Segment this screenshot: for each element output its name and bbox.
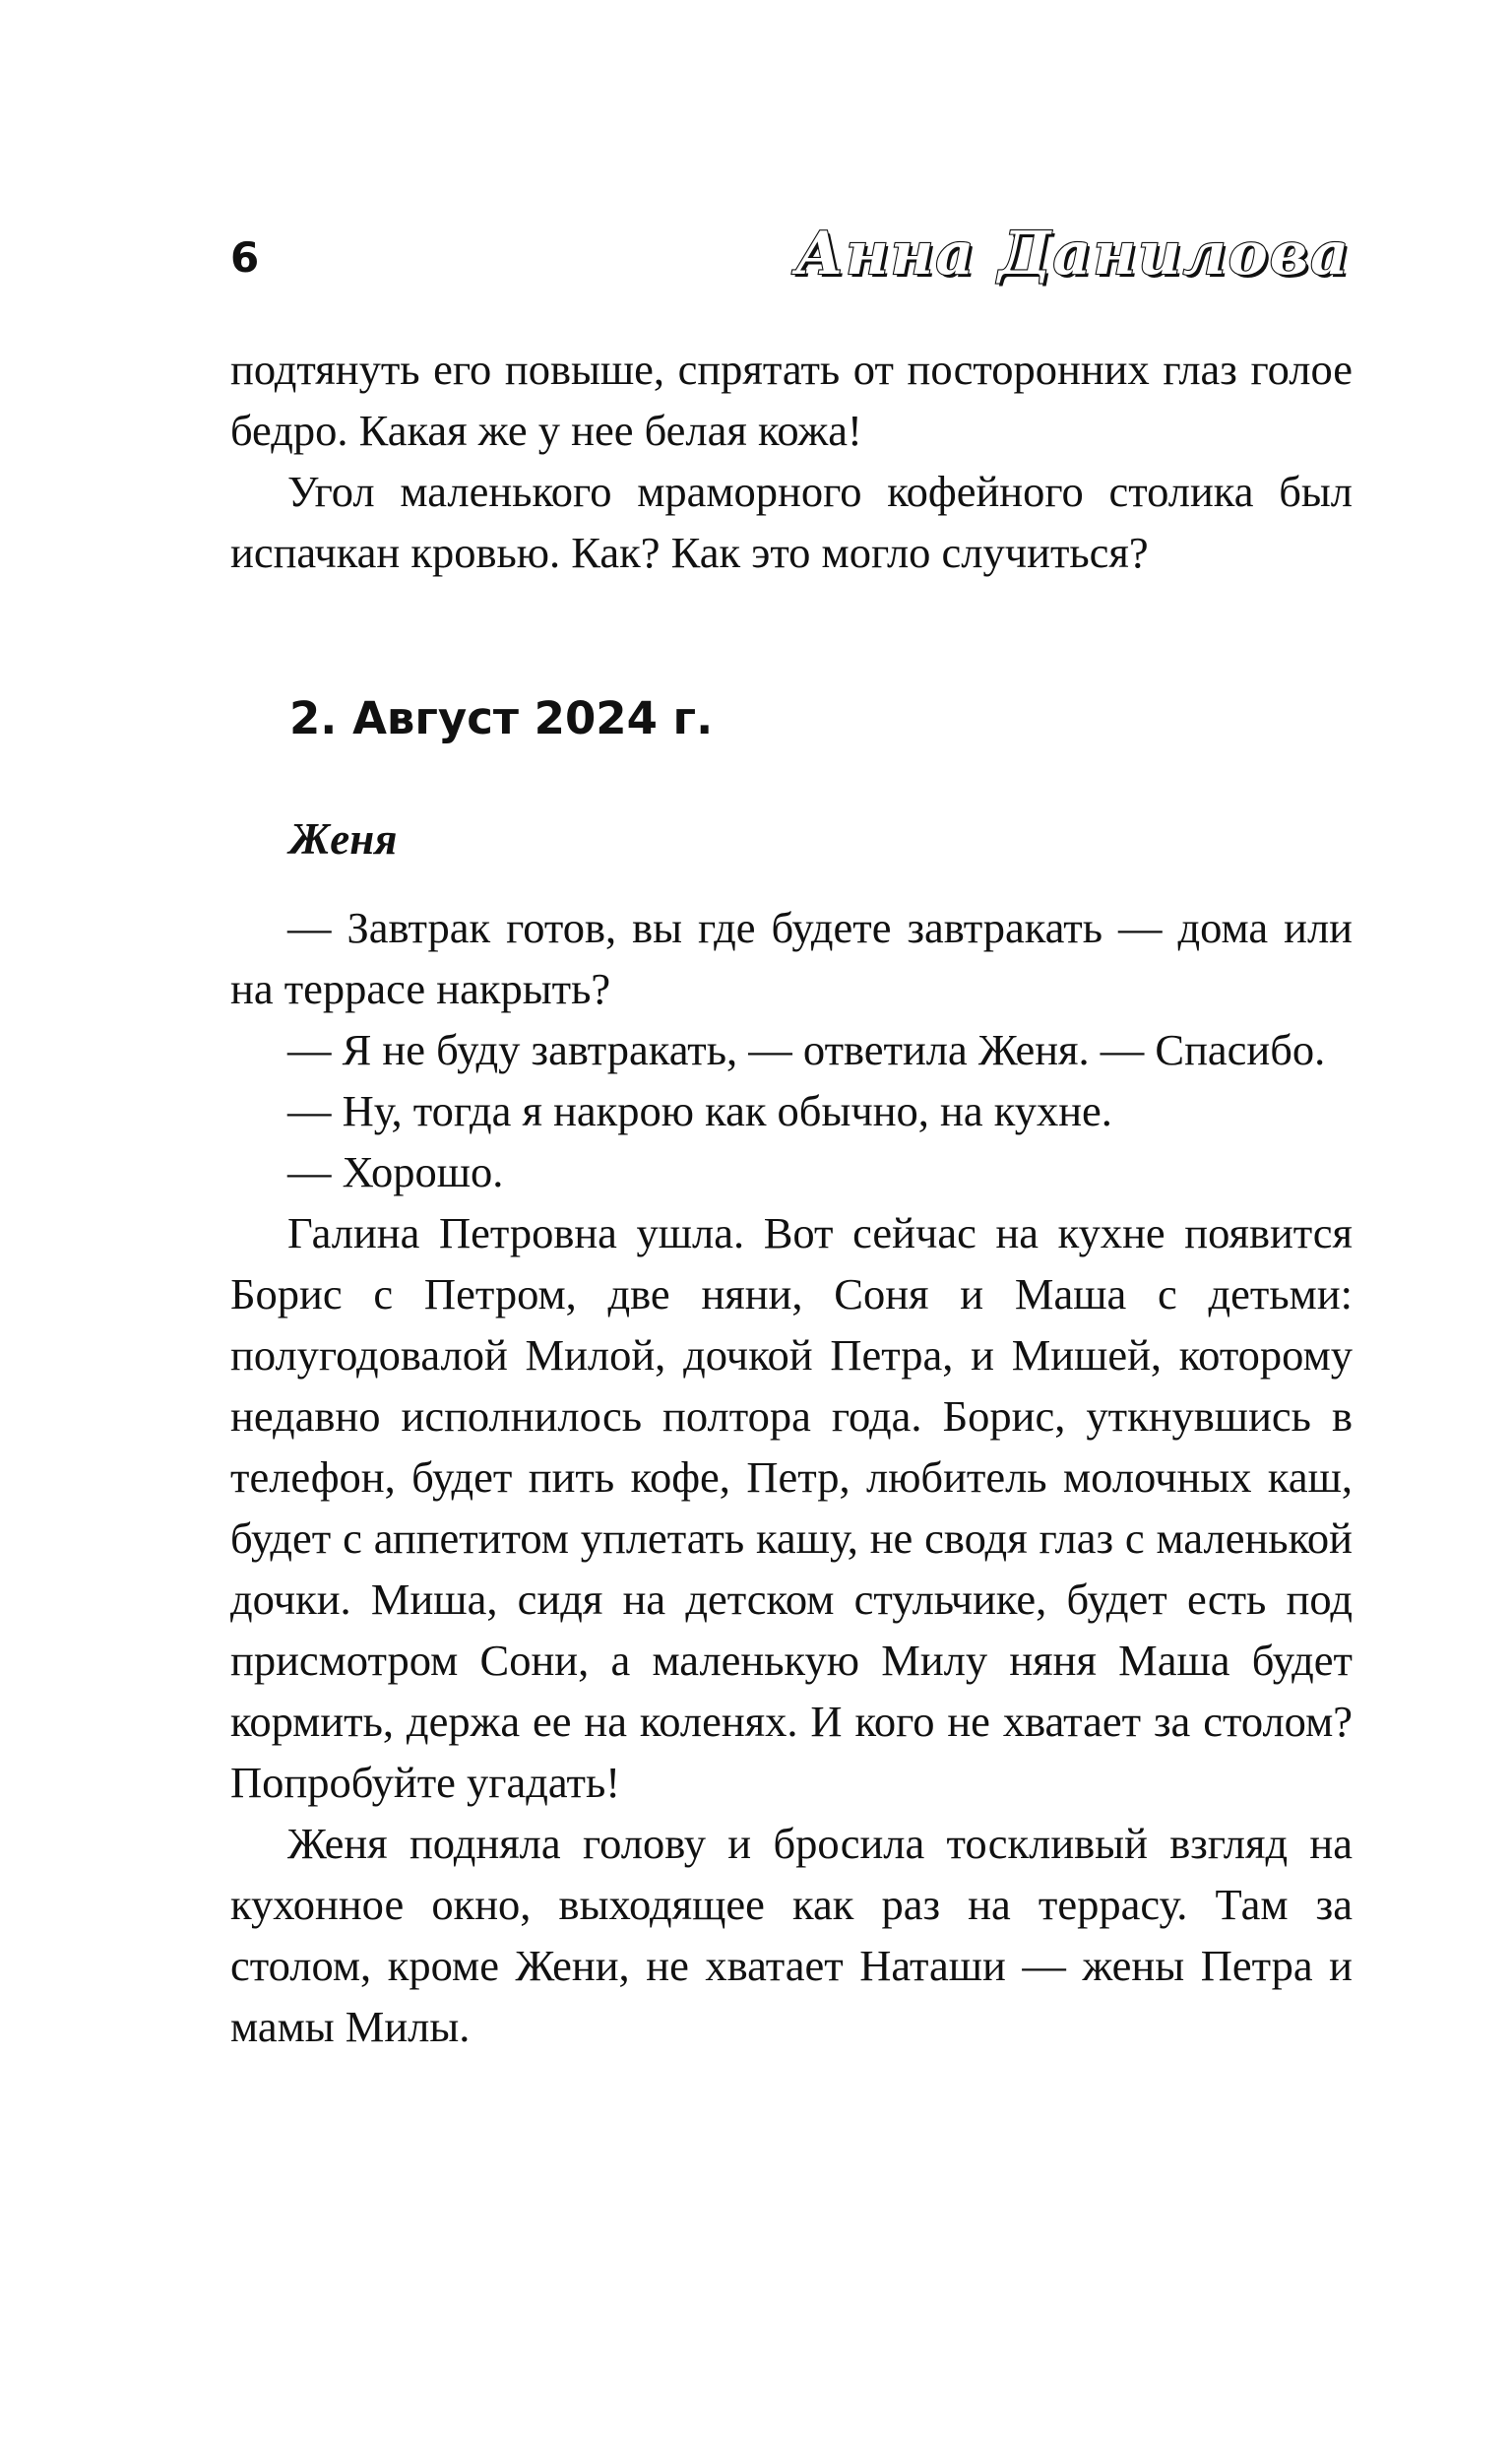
dialogue-paragraph: — Завтрак готов, вы где будете завтракать — дома или на террасе накрыть? [230,903,1353,1013]
dialogue-paragraph: — Ну, тогда я накрою как обычно, на кухне. [287,1086,1112,1135]
paragraph: Женя подняла голову и бросила тоскливый взгляд на кухонное окно, выходящее как раз на террасу. Там за столом, кроме Жени, не хватает Наташи — жены Петра и мамы Милы. [230,1819,1353,2051]
paragraph: Угол маленького мраморного кофейного столика был испачкан кровью. Как? Как это могло случиться? [230,467,1353,577]
intro-text [230,339,1353,583]
dialogue-paragraph: — Я не буду завтракать, — ответила Женя. — Спасибо. [287,1025,1326,1074]
paragraph: Галина Петровна ушла. Вот сейчас на кухне появится Борис с Петром, две няни, Соня и Маша с детьми: полугодовалой Милой, дочкой Петра, и Мишей, которому недавно исполнилось полтора года. Борис, уткнувшись в телефон, будет пить кофе, Петр, любитель молочных каш, будет с аппетитом уплетать кашу, не сводя глаз с маленькой дочки. Миша, сидя на детском стульчике, будет есть под присмотром Сони, а маленькую Милу няня Маша будет кормить, держа ее на коленях. И кого не хватает за столом? Попробуйте угадать! [230,1208,1353,1807]
chapter-subheading: Женя [289,814,398,864]
chapter-heading: 2. Август 2024 г. [289,692,714,744]
running-head-author: Анна Данилова [795,220,1351,289]
paragraph: подтянуть его повыше, спрятать от посторонних глаз голое бедро. Какая же у нее белая кожа! [230,345,1353,455]
dialogue-paragraph: — Хорошо. [287,1147,504,1196]
chapter-text [230,897,1353,2057]
page-number: 6 [230,233,260,282]
